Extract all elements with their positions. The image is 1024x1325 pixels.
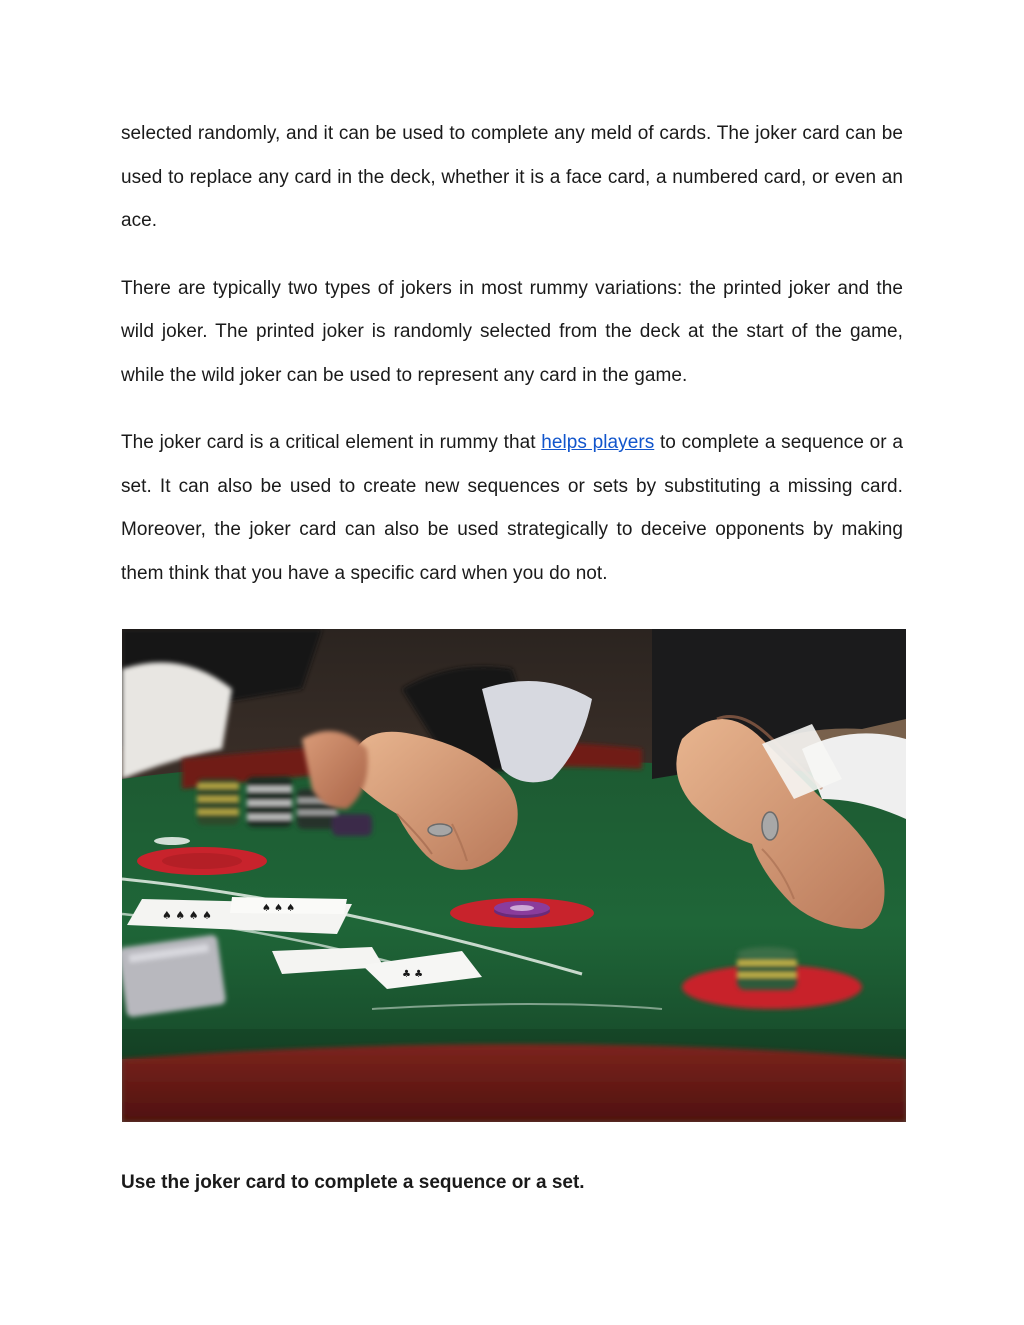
paragraph-joker-types: There are typically two types of jokers in most rummy variations: the printed joker and the wild joker. The printed joker is randomly selected from the deck at the start of the game, while the wild joker can be used to represent any card in the game. [121,277,903,386]
casino-table-illustration [122,629,906,1122]
paragraph-text-before-link: The joker card is a critical element in rummy that [121,432,542,453]
section-heading: Use the joker card to complete a sequence or a set. [121,1172,585,1193]
card-shoe [122,934,226,1017]
svg-text:♣ ♣: ♣ ♣ [402,969,424,980]
ring-icon-right [762,812,778,840]
svg-text:♠ ♠ ♠ ♠: ♠ ♠ ♠ ♠ [162,909,212,922]
paragraph-text-after-link: to complete a sequence or a set. It can also be used to create new sequences or sets by substituting a missing card. Moreover, the joker card can also be used strategically to deceive opponents by making them think that you have a specific card when you do not. [121,432,903,584]
ring-icon [428,824,452,836]
paragraph-joker-replacement: selected randomly, and it can be used to complete any meld of cards. The joker card can be used to replace any card in the deck, whether it is a face card, a numbered card, or even an ace. [121,123,903,231]
helps-players-link[interactable]: helps players [541,432,655,453]
document-body [121,112,903,595]
casino-table-photo [122,629,906,1122]
svg-text:♠ ♠ ♠: ♠ ♠ ♠ [262,903,296,914]
chip-stack-right [737,947,797,990]
paragraph-joker-strategy [121,421,903,595]
